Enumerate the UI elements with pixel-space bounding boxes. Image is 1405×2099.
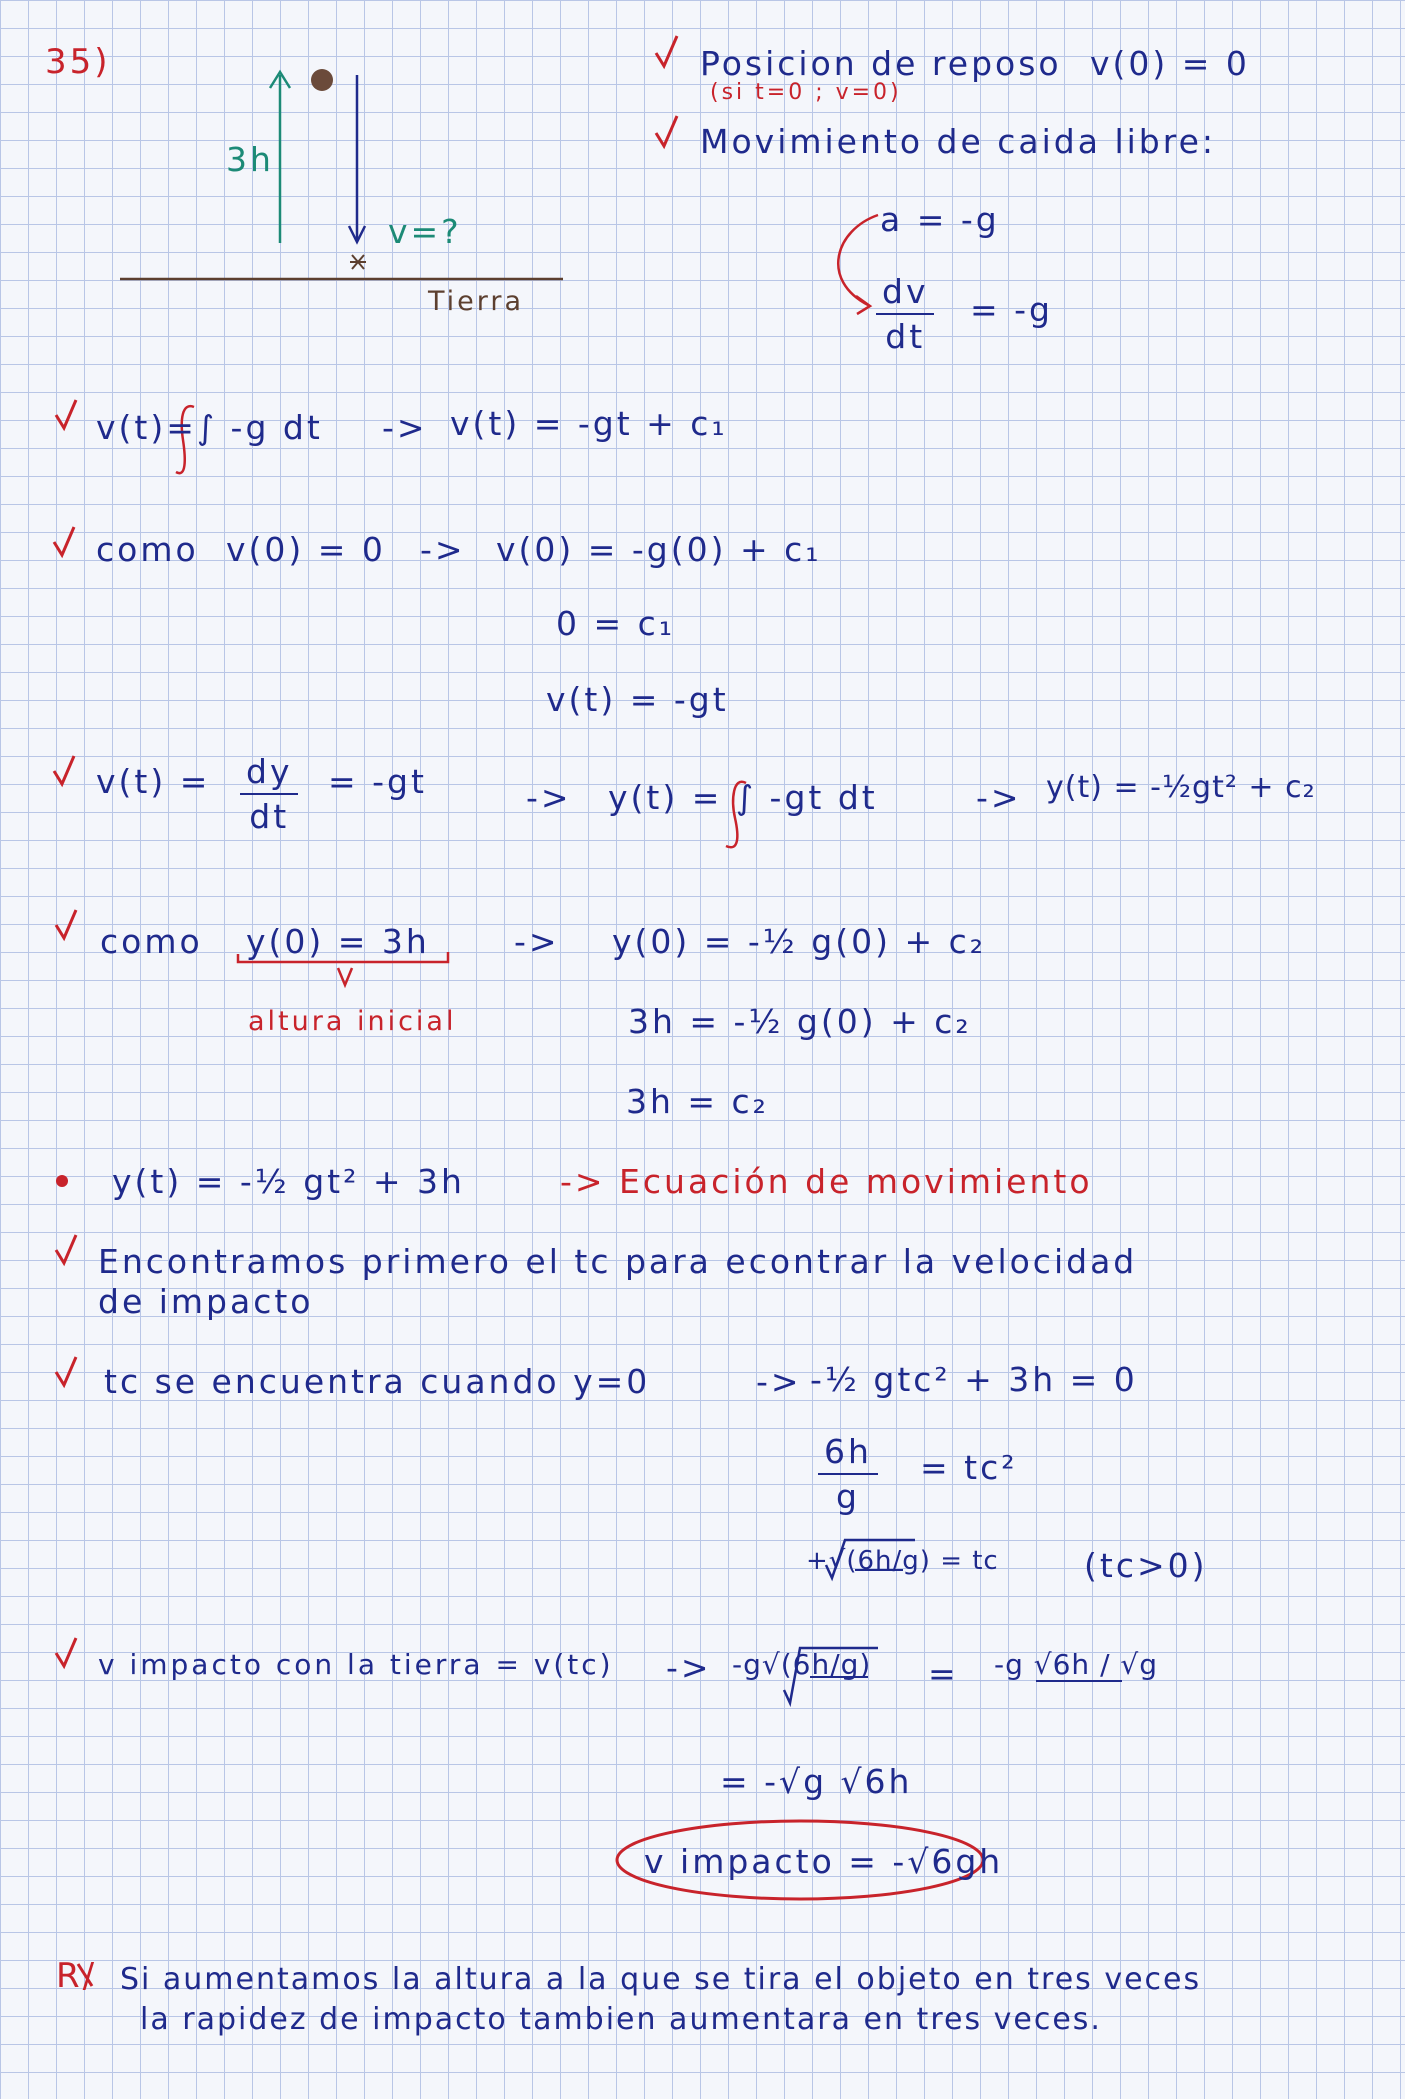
arrow-7: -> (666, 1648, 712, 1687)
arrow-1: -> (382, 408, 428, 447)
velocity-integral: v(t)=∫ -g dt (96, 408, 323, 447)
velocity-function: v(t) = -gt (546, 680, 729, 719)
impact-velocity-definition: v impacto con la tierra = v(tc) (98, 1648, 614, 1681)
g-denominator: g (835, 1477, 860, 1516)
impact-star-icon (350, 255, 366, 269)
position-at-zero: y(0) = -½ g(0) + c₂ (612, 922, 986, 961)
impact-time-condition: tc se encuentra cuando y=0 (104, 1362, 651, 1401)
dv-dt-value: = -g (970, 290, 1053, 329)
equation-of-motion-label: -> Ecuación de movimiento (560, 1162, 1093, 1201)
rest-title: Posicion de reposo (700, 44, 1062, 83)
arrow-3: -> (526, 778, 572, 817)
initial-velocity: v(0) = 0 (226, 530, 386, 569)
impact-velocity-result: v impacto = -√6gh (644, 1842, 1004, 1881)
substitution: 3h = -½ g(0) + c₂ (628, 1002, 972, 1041)
down-arrow-icon (338, 968, 352, 985)
equation-of-motion: y(t) = -½ gt² + 3h (112, 1162, 465, 1201)
strategy-text: Encontramos primero el tc para econtrar la velocidad (98, 1242, 1138, 1281)
arrow-6: -> (756, 1362, 802, 1401)
impact-velocity-simplified: -g √6h / √g (994, 1648, 1159, 1681)
dt-denominator-2: dt (249, 797, 290, 836)
dy-numerator: dy (240, 752, 298, 795)
velocity-label: v=? (388, 212, 462, 251)
position-result: y(t) = -½gt² + c₂ (1046, 770, 1316, 805)
impact-velocity-sub: -g√(6h/g) (732, 1648, 872, 1681)
velocity-at-zero: v(0) = -g(0) + c₁ (496, 530, 822, 569)
equals-sign: = (928, 1654, 959, 1693)
initial-height: y(0) = 3h (246, 922, 430, 961)
answer-line-2: la rapidez de impacto tambien aumentara en tres veces. (140, 2002, 1102, 2037)
arrow-2: -> (420, 530, 466, 569)
dy-dt-fraction (240, 752, 298, 836)
rest-note: (si t=0 ; v=0) (710, 80, 902, 105)
velocity-result: v(t) = -gt + c₁ (450, 404, 728, 443)
como-1: como (96, 530, 199, 569)
answer-mark: R/ (56, 1956, 98, 1996)
6h-numerator: 6h (818, 1432, 878, 1475)
dy-dt-value: = -gt (328, 762, 427, 801)
problem-number: 35) (45, 42, 111, 82)
tc-positive-condition: (tc>0) (1084, 1546, 1208, 1585)
height-label: 3h (226, 140, 274, 179)
rest-equation: v(0) = 0 (1090, 44, 1250, 83)
position-integral: y(t) = ∫ -gt dt (608, 778, 878, 817)
c1-solution: 0 = c₁ (556, 604, 675, 643)
free-fall-title: Movimiento de caida libre: (700, 122, 1216, 161)
ground-label: Tierra (428, 286, 525, 317)
tc-squared: = tc² (920, 1448, 1018, 1487)
dv-numerator: dv (876, 272, 934, 315)
impact-time-equation: -½ gtc² + 3h = 0 (810, 1360, 1138, 1399)
ball-icon (311, 69, 333, 91)
arrow-5: -> (514, 922, 560, 961)
6h-over-g-fraction (818, 1432, 878, 1516)
curve-arrow (838, 215, 878, 305)
c2-solution: 3h = c₂ (626, 1082, 769, 1121)
impact-velocity-product: = -√g √6h (720, 1762, 913, 1801)
bullet-icon (56, 1175, 68, 1187)
strategy-text-2: de impacto (98, 1282, 314, 1321)
check-icons (54, 36, 677, 1666)
como-2: como (100, 922, 203, 961)
dv-dt-fraction (876, 272, 934, 356)
velocity-eq-label: v(t) = (96, 762, 211, 801)
curve-arrow-head (856, 296, 870, 314)
arrow-4: -> (976, 778, 1022, 817)
acceleration-eq: a = -g (880, 200, 1000, 239)
initial-height-note: altura inicial (248, 1006, 457, 1037)
answer-line-1: Si aumentamos la altura a la que se tira el objeto en tres veces (120, 1962, 1202, 1997)
dt-denominator: dt (885, 317, 926, 356)
tc-solution: +√(6h/g) = tc (806, 1546, 999, 1576)
